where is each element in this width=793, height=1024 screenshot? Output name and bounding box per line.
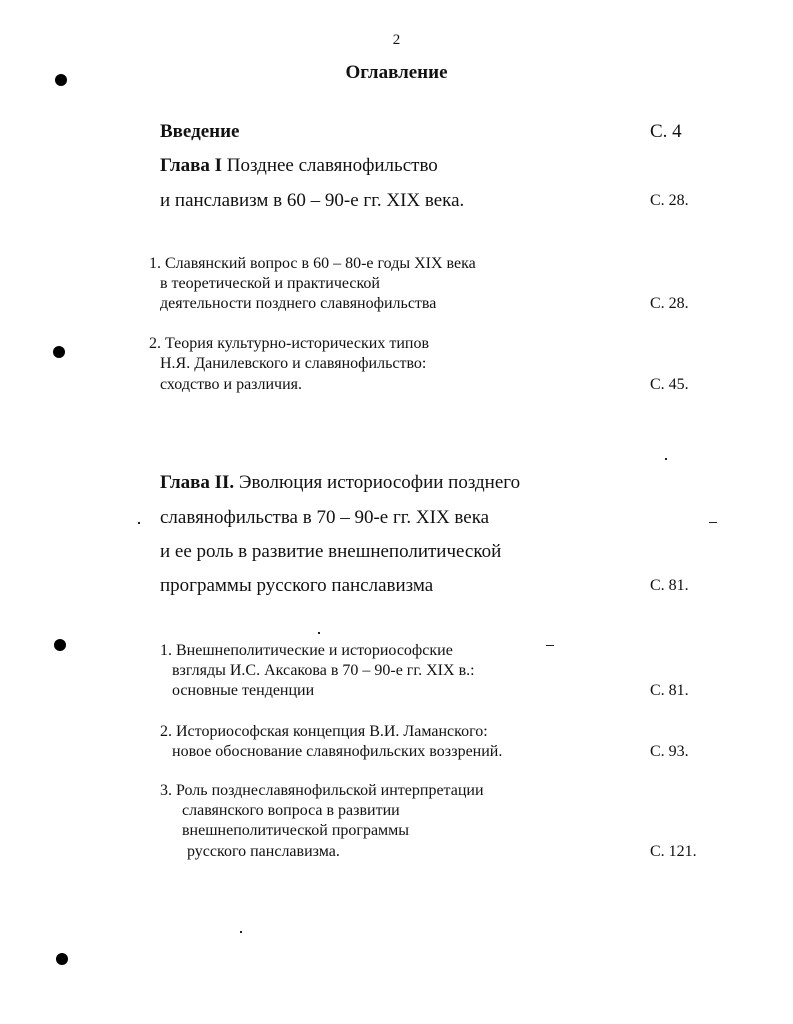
section-2-1-page: С. 81.	[650, 682, 689, 699]
section-1-2-line: Н.Я. Данилевского и славянофильство:	[160, 355, 427, 372]
scan-speck	[318, 632, 320, 634]
section-2-2-line: 2. Историософская концепция В.И. Ламанского:	[160, 723, 488, 740]
chapter2-page: С. 81.	[650, 577, 689, 594]
chapter2-title-line2: славянофильства в 70 – 90-е гг. XIX века	[160, 507, 490, 528]
chapter2-label: Глава II.	[160, 472, 235, 493]
chapter1-title: Позднее славянофильство	[222, 155, 438, 176]
section-1-2-page: С. 45.	[650, 376, 689, 393]
chapter2-title-line3: и ее роль в развитие внешнеполитической	[160, 541, 502, 562]
chapter2-heading	[160, 472, 520, 494]
scan-speck	[138, 522, 140, 524]
toc-intro-page: С. 4	[650, 121, 682, 142]
section-2-2-line: новое обоснование славянофильских воззрений.	[172, 743, 503, 760]
section-1-2-line: 2. Теория культурно-исторических типов	[149, 335, 430, 352]
section-2-1-line: взгляды И.С. Аксакова в 70 – 90-е гг. XIX в.:	[172, 662, 475, 679]
section-1-1-line: деятельности позднего славянофильства	[160, 295, 437, 312]
hole-punch-mark	[53, 346, 65, 358]
page-title: Оглавление	[345, 62, 448, 83]
section-2-3-line: славянского вопроса в развитии	[182, 802, 400, 819]
section-1-1-page: С. 28.	[650, 295, 689, 312]
section-2-1-line: основные тенденции	[172, 682, 315, 699]
section-1-2-line: сходство и различия.	[160, 376, 302, 393]
chapter1-heading	[160, 155, 438, 177]
section-2-3-line: русского панславизма.	[187, 843, 340, 860]
section-2-2-page: С. 93.	[650, 743, 689, 760]
scan-speck	[546, 645, 554, 646]
page-number: 2	[392, 32, 401, 48]
section-2-3-page: С. 121.	[650, 843, 697, 860]
section-2-3-line: внешнеполитической программы	[182, 822, 410, 839]
chapter1-page: С. 28.	[650, 192, 689, 209]
section-2-1-line: 1. Внешнеполитические и историософские	[160, 642, 453, 659]
hole-punch-mark	[55, 74, 67, 86]
chapter1-title-line2: и панславизм в 60 – 90-е гг. XIX века.	[160, 190, 465, 211]
toc-intro-label: Введение	[160, 121, 240, 142]
section-1-1-line: 1. Славянский вопрос в 60 – 80-е годы XIX века	[149, 255, 476, 272]
hole-punch-mark	[54, 639, 66, 651]
chapter2-title-line4: программы русского панславизма	[160, 575, 434, 596]
section-2-3-line: 3. Роль позднеславянофильской интерпретации	[160, 782, 484, 799]
chapter2-title: Эволюция историософии позднего	[234, 472, 521, 493]
scan-speck	[240, 931, 242, 933]
scan-speck	[665, 458, 667, 460]
hole-punch-mark	[56, 953, 68, 965]
section-1-1-line: в теоретической и практической	[160, 275, 380, 292]
chapter1-label: Глава I	[160, 155, 223, 176]
scan-speck	[709, 522, 717, 523]
